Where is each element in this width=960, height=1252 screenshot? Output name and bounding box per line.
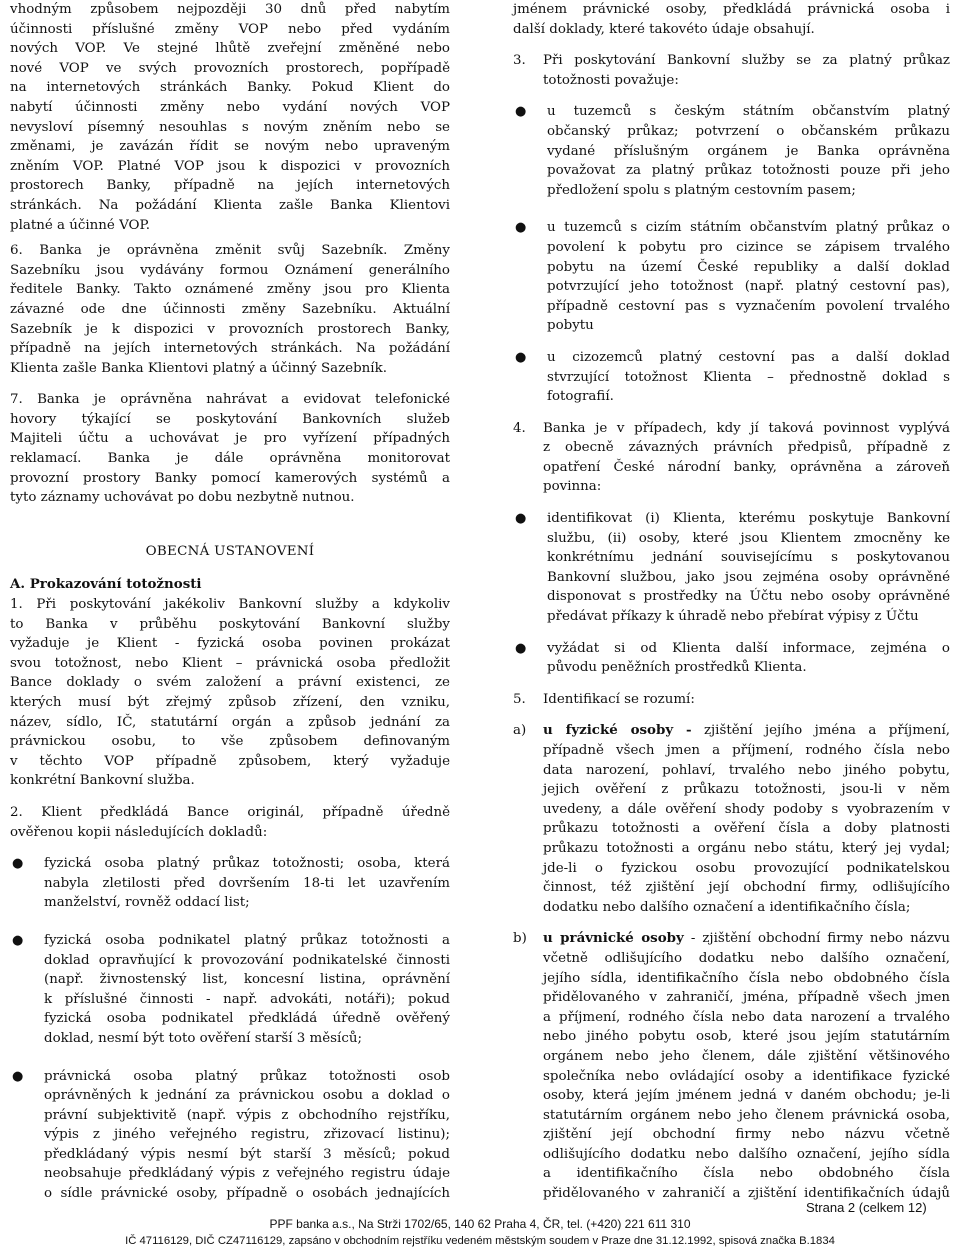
- text-line: povinna:: [543, 479, 602, 495]
- text-line: to Banka v průběhu poskytování Bankovní služby: [10, 616, 450, 632]
- bullet-item-entrepreneur: [10, 931, 450, 1049]
- text-line: oprávněných k jednání za právnickou osobu a doklad o: [44, 1088, 450, 1104]
- text-line: nebo jiného pobytu osob, které jsou jejím statutárním: [543, 1029, 950, 1045]
- bullet-item-request-info: [513, 639, 950, 678]
- text-line: fyzická osoba podnikatel platný průkaz totožnosti a: [44, 932, 450, 948]
- text-line: k příslušné činnosti - např. advokáti, notáři); pokud: [44, 991, 450, 1007]
- text-line: opatření České národní banky, oprávněna a zároveň: [543, 459, 950, 475]
- text-line: prostorech Banky, případně na jejích internetových: [10, 178, 450, 194]
- text-line: na internetových stránkách Banky. Pokud Klient do: [10, 80, 450, 96]
- text-line: nových VOP. Ve stejné lhůtě zveřejní změněné nebo: [10, 41, 450, 57]
- bullet-dot-icon: ●: [12, 856, 24, 872]
- bold-lead: u fyzické osoby -: [543, 722, 692, 739]
- text-line: identifikovat (i) Klienta, kterému poskytuje Bankovní: [547, 511, 950, 527]
- subsection-heading: A. Prokazování totožnosti: [10, 576, 202, 593]
- text-line: u tuzemců s cizím státním občanstvím platný průkaz o: [547, 220, 950, 236]
- text-line: průkazu totožnosti a orgánu nebo státu, který jej vydal;: [543, 840, 950, 856]
- bank-duty-bullets-list: [513, 509, 950, 678]
- item-5-text: Identifikací se rozumí:: [543, 691, 695, 707]
- text-line: fyzická osoba podnikatel předkládá úředně ověřený: [44, 1011, 450, 1027]
- text-line: doklad opravňující k provozování podnikatelské činnosti: [44, 952, 450, 968]
- text-line: u právnické osoby - zjištění obchodní firmy nebo názvu: [543, 930, 950, 947]
- text-line: nabyla zletilosti před dovršením 18-ti let uzavřením: [44, 875, 450, 891]
- text-line: jejich ověření z průkazu totožnosti, jsou-li v něm: [543, 782, 950, 798]
- text-line: doklad, nesmí být toto ověření starší 3 měsíců;: [44, 1030, 362, 1046]
- text-line: 6. Banka je oprávněna změnit svůj Sazebník. Změny: [10, 243, 450, 259]
- text-line: provozní prostory Banky pomocí kamerových systémů a: [10, 470, 450, 486]
- text-line: (např. živnostenský list, koncesní listina, oprávnění: [44, 972, 450, 988]
- text-line: svou totožnost, nebo Klient – právnická osoba předložit: [10, 655, 450, 671]
- bullet-item-foreigner: [513, 348, 950, 407]
- text-line: statutárním orgánem nebo jeho členem právnická osoba,: [543, 1107, 950, 1123]
- right-column: [513, 0, 950, 1204]
- bullet-dot-icon: ●: [12, 1068, 24, 1084]
- id-card-bullets-list: [513, 102, 950, 406]
- text-line: předkládaný výpis nesmí být starší 3 měsíců; pokud: [44, 1146, 450, 1162]
- text-line: Bankovní službou, jako jsou zejména osoby oprávněné: [547, 569, 950, 585]
- text-line: službu, (ii) osoby, které jsou Klientem zmocněny ke: [547, 530, 950, 546]
- text-line: z obecně závazných právních předpisů, případně z: [543, 440, 950, 456]
- bullet-dot-icon: ●: [515, 511, 527, 527]
- text-line: včetně odlišujícího dodatku nebo dalšího označení,: [543, 950, 950, 966]
- text-line: společníka nebo ovládající osoby a identifikace fyzické: [543, 1068, 950, 1084]
- bold-lead: u právnické osoby: [543, 930, 684, 947]
- text-line: vyžaduje je Klient - fyzická osoba povinen prokázat: [10, 636, 450, 652]
- text-line: původu peněžních prostředků Klienta.: [547, 660, 807, 676]
- text-line: u cizozemců platný cestovní pas a další doklad: [547, 349, 950, 365]
- intro-paragraph: [10, 0, 450, 235]
- bullet-dot-icon: ●: [515, 640, 527, 656]
- text-line: ředitele Banky. Takto oznámené změny jsou pro Klienta: [10, 282, 450, 298]
- text-line: 2. Klient předkládá Bance originál, případně úředně: [10, 804, 450, 820]
- item-a-label: a): [513, 723, 527, 739]
- text-line: vhodným způsobem nejpozději 30 dnů před nabytím: [10, 2, 450, 17]
- text-line: změnami, je zavázán řídit se novým nebo upraveným: [10, 139, 450, 155]
- text-line: a identifikačního čísla nebo obdobného čísla: [543, 1166, 950, 1182]
- footer-registration: IČ 47116129, DIČ CZ47116129, zapsáno v obchodním rejstříku vedeném městským soudem v Praze dne 31.12.1992, spisová značka B.1834: [125, 1235, 835, 1247]
- text-line: neobsahuje předkládaný výpis z veřejného registru údaje: [44, 1166, 450, 1182]
- text-line: zněním VOP. Platné VOP jsou k dispozici v provozních: [10, 158, 450, 174]
- item-2-paragraph: [10, 803, 450, 842]
- text-line: fyzická osoba platný průkaz totožnosti; osoba, která: [44, 856, 450, 872]
- text-line: totožnosti považuje:: [543, 72, 679, 88]
- text-line: fotografií.: [547, 389, 614, 405]
- text-line: a příjmení, rodného čísla nebo data narození a trvalého: [543, 1009, 950, 1025]
- text-line: předávat příkazy k úhradě nebo přebírat výpisy z Účtu: [547, 609, 919, 625]
- text-line: Sazebník je k dispozici v provozních prostorech Banky,: [10, 321, 450, 337]
- text-line: případně cestovní pas s vyznačením povolení trvalého: [547, 298, 950, 314]
- text-line: právnickou osobu, to vše způsobem definovaným: [10, 734, 450, 750]
- text-line: stránkách. Na požádání Klienta zašle Banka Klientovi: [10, 197, 450, 213]
- text-line: případně na jejích internetových stránkách. Na požádání: [10, 341, 450, 357]
- text-line: Banka je v případech, kdy jí taková povinnost vyplývá: [543, 420, 950, 436]
- text-line: nové VOP ve svých provozních prostorech, popřípadě: [10, 60, 450, 76]
- text-line: reklamací. Banka je dále oprávněna monitorovat: [10, 451, 450, 467]
- item-5-label: 5.: [513, 691, 526, 707]
- bullet-dot-icon: ●: [515, 349, 527, 365]
- text-line: tyto záznamy uchovávat po dobu nezbytně nutnou.: [10, 490, 355, 506]
- document-bullets-list: [10, 854, 450, 1204]
- text-line: stvrzující totožnost Klienta – přednostně doklad s: [547, 369, 950, 385]
- item-3-label: 3.: [513, 53, 526, 69]
- bullet-item-identify: [513, 509, 950, 627]
- text-line: závazné ode dne účinnosti změny Sazebníku. Aktuální: [10, 301, 450, 317]
- text-line: data narození, pohlaví, trvalého nebo jiného pobytu,: [543, 762, 950, 778]
- text-line: ověřenou kopii následujících dokladů:: [10, 824, 268, 840]
- text-line: konkrétnímu jednání souvisejícímu s poskytovanou: [547, 550, 950, 566]
- text-line: u tuzemců s českým státním občanstvím platný: [547, 104, 950, 120]
- text-line: Sazebníku jsou vydávány formou Oznámení generálního: [10, 262, 450, 278]
- bullet-item-natural-person: [10, 854, 450, 913]
- text-line: jde-li o fyzickou osobu provozující podnikatelskou: [543, 860, 950, 876]
- text-line: právnická osoba platný průkaz totožnosti osob: [44, 1068, 450, 1084]
- text-line: přidělovaného v zahraničí, jména, případně všech jmen: [543, 990, 950, 1006]
- item-b-text: [543, 929, 950, 1203]
- text-line: konkrétní Bankovní služba.: [10, 773, 195, 789]
- text-line: manželství, rovněž oddací list;: [44, 895, 250, 911]
- text-line: zjištění její obchodní firmy nebo názvu včetně: [543, 1127, 950, 1143]
- item-4-label: 4.: [513, 420, 526, 436]
- text-line: přidělovaného v zahraničí a zjištění identifikačních údajů: [543, 1186, 950, 1202]
- item-a-paragraph: [513, 721, 950, 917]
- text-line: pobytu na území České republiky a další doklad: [547, 259, 950, 275]
- text-line: platné a účinné VOP.: [10, 217, 151, 233]
- text-line: disponovat s prostředky na Účtu nebo osoby oprávněné: [547, 589, 950, 605]
- item-3-paragraph: [513, 51, 950, 90]
- text-line: hovory týkající se poskytování Bankovních služeb: [10, 411, 450, 427]
- text-line: 7. Banka je oprávněna nahrávat a evidovat telefonické: [10, 392, 450, 408]
- item-b-paragraph: [513, 929, 950, 1203]
- text-line: název, sídlo, IČ, statutární orgán a způsob jednání za: [10, 714, 450, 730]
- text-line: vydané příslušným orgánem je Banka oprávněna: [547, 143, 950, 159]
- text-line: nevysloví písemný nesouhlas s novým zněním nebo se: [10, 119, 450, 135]
- text-line: výpis z jiného veřejného registru, zřizovací listinu);: [44, 1127, 450, 1143]
- text-line: Klienta zašle Banka Klientovi platný a účinný Sazebník.: [10, 360, 387, 376]
- text-line: 1. Při poskytování jakékoliv Bankovní služby a kdykoliv: [10, 597, 450, 613]
- item-1-paragraph: [10, 595, 450, 791]
- text-line: kterých musí být zřejmý způsob zřízení, den vzniku,: [10, 695, 450, 710]
- text-line: případně všech jmen a příjmení, rodného čísla nebo: [543, 743, 950, 758]
- text-line: jménem právnické osoby, předkládá právnická osoba i: [513, 2, 950, 17]
- bullet-dot-icon: ●: [515, 104, 527, 120]
- bullet-dot-icon: ●: [12, 932, 24, 948]
- text-line: považovat za platný průkaz totožnosti pouze při jeho: [547, 163, 950, 179]
- text-line: povolení k pobytu pro cizince se zápisem trvalého: [547, 239, 950, 255]
- bullet-item-czech-citizen: [513, 102, 950, 200]
- item-7-paragraph: [10, 390, 450, 508]
- item-b-label: b): [513, 931, 527, 947]
- text-line: potvrzující jeho totožnost (např. platný cestovní pas),: [547, 279, 950, 295]
- text-line: právní subjektivitě (např. výpis z obchodního rejstříku,: [44, 1107, 450, 1123]
- text-line: jejího sídla, identifikačního čísla nebo obdobného čísla: [543, 970, 950, 986]
- item-4-paragraph: [513, 419, 950, 497]
- text-line: vyžádat si od Klienta další informace, zejména o: [547, 640, 950, 656]
- section-heading: OBECNÁ USTANOVENÍ: [145, 543, 315, 559]
- page-number: Strana 2 (celkem 12): [806, 1200, 927, 1215]
- item-6-paragraph: [10, 241, 450, 378]
- text-line: pobytu: [547, 318, 594, 334]
- item-5-paragraph: [513, 690, 950, 710]
- text-line: v těchto VOP případně způsobem, který vyžaduje: [10, 753, 450, 769]
- text-line: dodatku nebo dalšího označení a identifikačního čísla;: [543, 899, 911, 915]
- text-line: Bance doklady o svém založení a právní existenci, ze: [10, 675, 450, 691]
- text-line: Majiteli účtu a uchovávat je pro vyřízení případných: [10, 431, 450, 447]
- text-line: Při poskytování Bankovní služby se za platný průkaz: [543, 53, 950, 69]
- continuation-paragraph: [513, 0, 950, 39]
- bullet-dot-icon: ●: [515, 220, 527, 236]
- bullet-item-foreign-resident: [513, 218, 950, 336]
- text-line: odlišujícího dodatku nebo dalšího označení, jejího sídla: [543, 1146, 950, 1162]
- bullet-item-legal-entity: [10, 1067, 450, 1204]
- text-line: další doklady, které takovéto údaje obsahují.: [513, 21, 815, 37]
- left-column: [10, 0, 450, 1204]
- text-line: u fyzické osoby - zjištění jejího jména a příjmení,: [543, 722, 950, 739]
- text-line: účinnosti příslušné změny VOP nebo před vydáním: [10, 21, 450, 37]
- text-line: osoby, která jejím jménem jedná v daném obchodu; je-li: [543, 1088, 950, 1104]
- text-line: občanský průkaz; potvrzení o občanském průkazu: [547, 123, 950, 139]
- text-line: průkazu totožnosti a ověření čísla a doby platnosti: [543, 821, 950, 837]
- text-line: o sídle právnické osoby, případně o osobách jednajících: [44, 1186, 450, 1202]
- text-line: předložení spolu s platným cestovním pasem;: [547, 182, 856, 198]
- item-a-text: [543, 721, 950, 917]
- footer-company-address: PPF banka a.s., Na Strži 1702/65, 140 62 Praha 4, ČR, tel. (+420) 221 611 310: [269, 1217, 691, 1231]
- text-line: orgánem nebo jeho členem, dále zjištění většinového: [543, 1048, 950, 1064]
- text-line: uvedeny, a dále ověření shody podoby s vyobrazením v: [543, 801, 950, 817]
- text-line: nabytí účinnosti změny nebo vydání nových VOP: [10, 99, 450, 115]
- text-line: činnost, též zjištění její obchodní firmy, odlišujícího: [543, 880, 950, 896]
